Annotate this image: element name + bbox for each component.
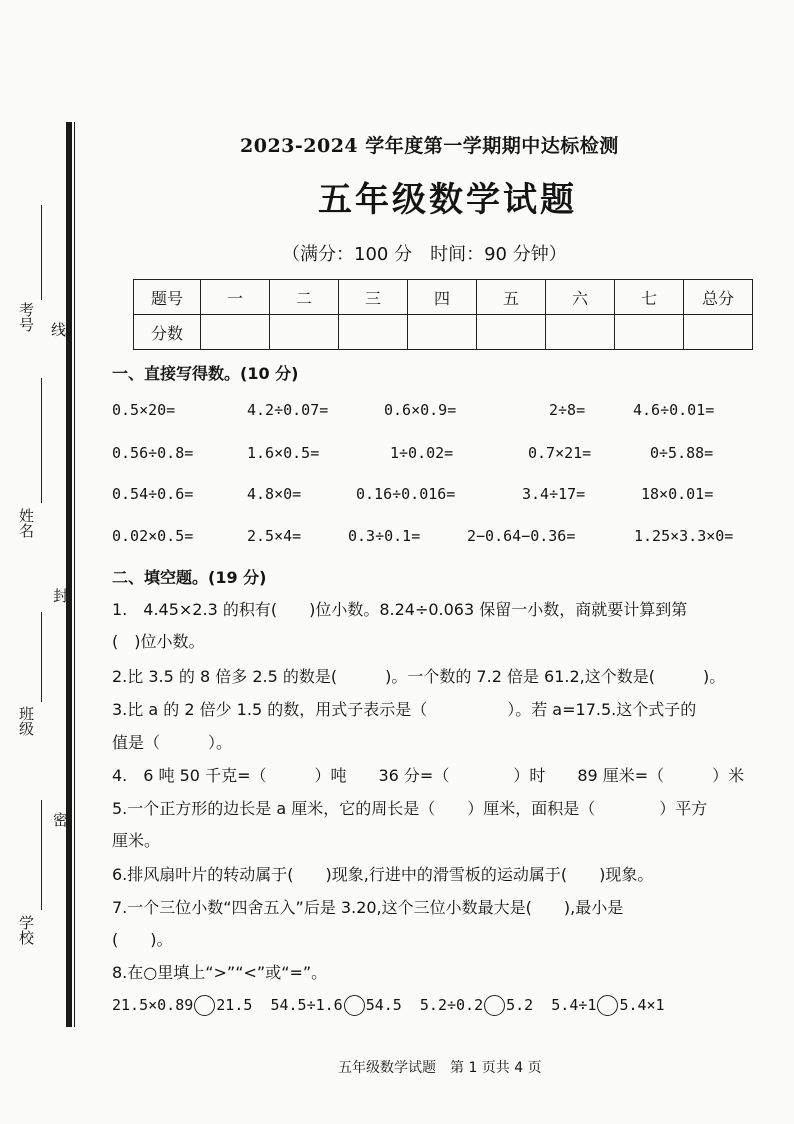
question-7-cont: ( )。: [112, 930, 173, 949]
compare-right: 5.4×1: [619, 996, 665, 1014]
name-underline: [41, 378, 42, 503]
line-char: 线: [49, 322, 67, 337]
compare-circle[interactable]: [597, 995, 618, 1016]
table-cell: 总分: [684, 280, 753, 315]
calc-item: 0.16÷0.016=: [356, 485, 456, 503]
section1-heading: 一、直接写得数。(10 分): [112, 364, 299, 383]
score-entry-cell: [201, 315, 270, 350]
school-underline: [41, 800, 42, 910]
calc-item: 0.56÷0.8=: [112, 444, 194, 462]
table-cell: 一: [201, 280, 270, 315]
table-cell: 四: [408, 280, 477, 315]
score-entry-cell: [477, 315, 546, 350]
score-entry-cell: [615, 315, 684, 350]
school-label: 学校: [17, 915, 35, 945]
question-2: 2.比 3.5 的 8 倍多 2.5 的数是( )。一个数的 7.2 倍是 61.2,这个数是( )。: [112, 667, 726, 686]
question-5: 5.一个正方形的边长是 a 厘米，它的周长是（ ）厘米，面积是（ ）平方: [112, 799, 708, 818]
compare-left: 21.5×0.89: [112, 996, 194, 1014]
question-7: 7.一个三位小数“四舍五入”后是 3.20,这个三位小数最大是( ),最小是: [112, 898, 624, 917]
score-table: [133, 279, 753, 350]
table-cell: 七: [615, 280, 684, 315]
score-entry-cell: [546, 315, 615, 350]
score-entry-cell: [684, 315, 753, 350]
class-label: 班级: [17, 706, 35, 736]
table-cell: 五: [477, 280, 546, 315]
score-entry-cell: [339, 315, 408, 350]
class-underline: [41, 612, 42, 702]
score-table-score-row: [134, 315, 753, 350]
calc-item: 0.54÷0.6=: [112, 485, 194, 503]
calc-item: 1.25×3.3×0=: [634, 527, 734, 545]
name-label: 姓名: [17, 508, 35, 538]
compare-left: 5.2÷0.2: [419, 996, 484, 1014]
question-3-cont: 值是（ ）。: [112, 733, 233, 752]
exam-no-label: 考号: [17, 302, 35, 332]
table-cell: 三: [339, 280, 408, 315]
compare-right: 5.2: [506, 996, 534, 1014]
question-1: 1. 4.45×2.3 的积有( )位小数。8.24÷0.063 保留一小数，商就要计算到第: [112, 600, 688, 619]
table-cell: 题号: [134, 280, 201, 315]
table-cell: 分数: [134, 315, 201, 350]
compare-circle[interactable]: [194, 995, 215, 1016]
section2-heading: 二、填空题。(19 分): [112, 568, 267, 587]
calc-item: 4.8×0=: [247, 485, 302, 503]
score-info: （满分：100 分 时间：90 分钟）: [282, 244, 567, 265]
score-entry-cell: [270, 315, 339, 350]
calc-item: 1÷0.02=: [390, 444, 454, 462]
compare-right: 21.5: [216, 996, 253, 1014]
score-entry-cell: [408, 315, 477, 350]
compare-circle[interactable]: [484, 995, 505, 1016]
calc-item: 3.4÷17=: [522, 485, 586, 503]
calc-item: 0.7×21=: [528, 444, 592, 462]
calc-item: 4.2÷0.07=: [247, 401, 329, 419]
exam-title: 五年级数学试题: [318, 180, 577, 220]
binding-thin-line: [74, 122, 75, 1027]
question-5-cont: 厘米。: [112, 831, 161, 850]
page-footer: 五年级数学试题 第 1 页共 4 页: [338, 1060, 542, 1076]
question-8: 8.在○里填上“>”“<”或“=”。: [112, 963, 328, 982]
exam-subtitle: 2023-2024 学年度第一学期期中达标检测: [240, 135, 619, 157]
question-3: 3.比 a 的 2 倍少 1.5 的数，用式子表示是（ ）。若 a=17.5.这个式子的: [112, 700, 697, 719]
calc-item: 2÷8=: [549, 401, 586, 419]
exam-no-underline: [41, 205, 42, 300]
score-table-header-row: [134, 280, 753, 315]
question-4: 4. 6 吨 50 千克=（ ）吨 36 分=（ ）时 89 厘米=（ ）米: [112, 766, 745, 785]
calc-item: 0.02×0.5=: [112, 527, 194, 545]
calc-item: 0.3÷0.1=: [348, 527, 421, 545]
table-cell: 六: [546, 280, 615, 315]
calc-item: 0÷5.88=: [650, 444, 714, 462]
compare-circle[interactable]: [344, 995, 365, 1016]
calc-item: 4.6÷0.01=: [633, 401, 715, 419]
compare-left: 54.5÷1.6: [270, 996, 343, 1014]
question-6: 6.排风扇叶片的转动属于( )现象,行进中的滑雪板的运动属于( )现象。: [112, 865, 654, 884]
calc-item: 18×0.01=: [641, 485, 714, 503]
secret-char: 密: [51, 812, 69, 827]
question-1-cont: ( )位小数。: [112, 632, 205, 651]
seal-char: 封: [51, 588, 69, 603]
compare-left: 5.4÷1: [551, 996, 597, 1014]
compare-right: 54.5: [365, 996, 402, 1014]
calc-item: 2−0.64−0.36=: [467, 527, 576, 545]
calc-item: 0.6×0.9=: [384, 401, 457, 419]
calc-item: 2.5×4=: [247, 527, 302, 545]
calc-item: 0.5×20=: [112, 401, 176, 419]
binding-thick-line: [66, 122, 72, 1027]
compare-row: [112, 995, 665, 1016]
table-cell: 二: [270, 280, 339, 315]
calc-item: 1.6×0.5=: [247, 444, 320, 462]
